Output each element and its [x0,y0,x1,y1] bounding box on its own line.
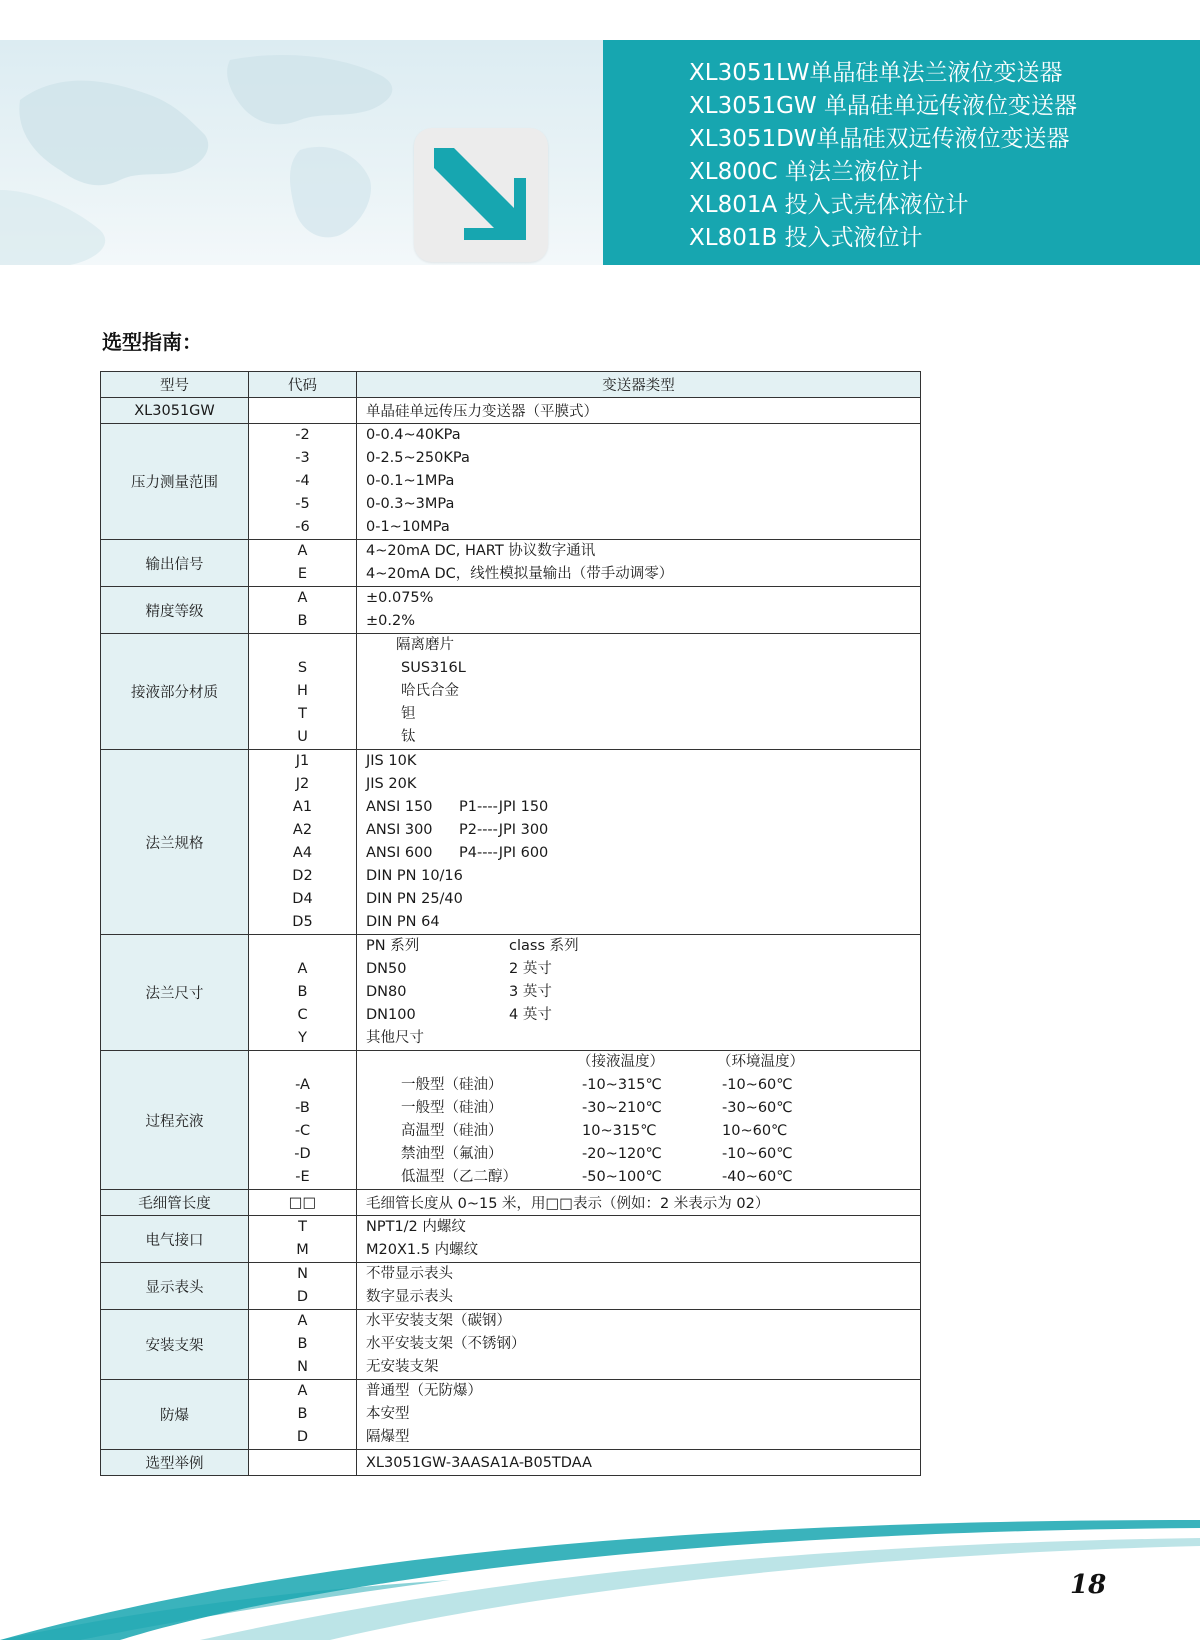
value-line [366,796,920,819]
row-codes [249,540,357,587]
value-cell: 水平安装支架（碳钢） [366,1313,511,1329]
value-cell: JIS 20K [366,776,417,792]
pn-cell: DN80 [366,984,407,1000]
value-cell: M20X1.5 内螺纹 [366,1242,479,1258]
model-item: XL801B 投入式液位计 [689,225,923,251]
row-label: XL3051GW [101,398,249,424]
class-cell: 3 英寸 [509,984,552,1000]
fill-type: 高温型（硅油） [401,1123,503,1139]
model-list [689,57,1077,255]
value-cell: ANSI 150 [366,799,433,815]
model-item: XL3051LW单晶硅单法兰液位变送器 [689,60,1063,86]
row-desc: XL3051GW-3AASA1A-B05TDAA [357,1450,921,1476]
value-heading: 隔离磨片 [396,637,454,653]
footer-swoosh-graphic [0,1490,1200,1640]
code-cell: Y [298,1030,307,1046]
row-label: 压力测量范围 [101,424,249,540]
env-temp: -30~60℃ [722,1100,793,1116]
value-cell: NPT1/2 内螺纹 [366,1219,466,1235]
alt-value-cell: P2----JPI 300 [459,822,549,838]
code-cell: J2 [295,776,310,792]
table-row-capillary [101,1190,921,1216]
value-line [366,1120,920,1143]
value-cell: 钽 [401,706,416,722]
value-cell: DIN PN 25/40 [366,891,463,907]
class-cell: 4 英寸 [509,1007,552,1023]
banner-world-map [0,40,603,265]
code-cell: A [297,543,308,559]
table-row-output [101,540,921,587]
value-line [366,1166,920,1189]
code-cell: B [297,1406,308,1422]
row-label: 安装支架 [101,1310,249,1380]
table-row-display [101,1263,921,1310]
value-line [366,842,920,865]
header-type: 变送器类型 [357,372,921,398]
alt-value-cell: P1----JPI 150 [459,799,549,815]
fill-type: 一般型（硅油） [401,1077,503,1093]
page-number: 18 [1070,1570,1107,1600]
row-values [357,1310,921,1380]
code-cell: A [297,961,308,977]
code-cell: U [297,729,308,745]
code-cell: E [297,566,308,582]
value-cell: SUS316L [401,660,466,676]
table-header-row [101,372,921,398]
row-values [357,424,921,540]
code-cell: M [296,1242,309,1258]
code-cell: H [297,683,308,699]
row-values [357,634,921,750]
liquid-temp: -10~315℃ [582,1077,662,1093]
pn-cell: DN50 [366,961,407,977]
value-cell: 普通型（无防爆） [366,1383,482,1399]
row-label: 防爆 [101,1380,249,1450]
arrow-down-right-icon [414,128,548,262]
row-codes [249,634,357,750]
value-cell: ANSI 600 [366,845,433,861]
row-code [249,398,357,424]
code-cell: T [298,1219,307,1235]
code-cell: T [298,706,307,722]
row-codes [249,1310,357,1380]
code-cell: D2 [292,868,313,884]
code-cell: -4 [295,473,310,489]
row-values [357,1380,921,1450]
code-cell: B [297,984,308,1000]
row-label: 毛细管长度 [101,1190,249,1216]
code-cell: A [297,1313,308,1329]
table-row-fill [101,1051,921,1190]
code-cell: -A [295,1077,310,1093]
table-row-range [101,424,921,540]
value-heading: PN 系列 class 系列 [366,938,579,954]
class-cell: 2 英寸 [509,961,552,977]
env-temp: 10~60℃ [722,1123,788,1139]
value-cell: 0-2.5~250KPa [366,450,470,466]
value-cell: 0-0.4~40KPa [366,427,461,443]
model-item: XL801A 投入式壳体液位计 [689,192,969,218]
header-model: 型号 [101,372,249,398]
row-code: □□ [249,1190,357,1216]
code-cell: D [296,1429,309,1445]
code-cell: N [297,1266,308,1282]
row-values [357,1051,921,1190]
value-heading: （接液温度） （环境温度） [577,1054,804,1070]
code-cell: D [296,1289,309,1305]
row-label: 显示表头 [101,1263,249,1310]
logo-tile [414,128,548,262]
table-row-example [101,1450,921,1476]
code-cell: A1 [292,799,313,815]
row-desc: 单晶硅单远传压力变送器（平膜式） [357,398,921,424]
value-line [366,958,920,981]
code-cell: -6 [295,519,310,535]
code-cell: -B [295,1100,310,1116]
row-values [357,1263,921,1310]
row-label: 选型举例 [101,1450,249,1476]
value-line [366,1074,920,1097]
code-cell: B [297,1336,308,1352]
value-line [366,819,920,842]
value-cell: 钛 [401,729,416,745]
code-cell: J1 [295,753,310,769]
code-cell: -5 [295,496,310,512]
code-cell: A [297,590,308,606]
fill-type: 低温型（乙二醇） [401,1169,517,1185]
liquid-temp: 10~315℃ [582,1123,657,1139]
table-row-electrical [101,1216,921,1263]
value-cell: 0-0.3~3MPa [366,496,455,512]
row-code [249,1450,357,1476]
row-label: 接液部分材质 [101,634,249,750]
row-desc: 毛细管长度从 0~15 米，用□□表示（例如：2 米表示为 02） [357,1190,921,1216]
row-label: 法兰尺寸 [101,935,249,1051]
fill-type: 禁油型（氟油） [401,1146,503,1162]
model-item: XL3051DW单晶硅双远传液位变送器 [689,126,1070,152]
liquid-temp: -30~210℃ [582,1100,662,1116]
code-cell: C [297,1007,308,1023]
row-values [357,1216,921,1263]
code-cell: -E [295,1169,310,1185]
code-cell: S [297,660,308,676]
table-row-flange-size [101,935,921,1051]
value-cell: ANSI 300 [366,822,433,838]
code-cell: B [297,613,308,629]
value-cell: ±0.075% [366,590,434,606]
table-row-accuracy [101,587,921,634]
header-code: 代码 [249,372,357,398]
code-cell: N [297,1359,308,1375]
value-cell: 隔爆型 [366,1429,410,1445]
value-cell: 不带显示表头 [366,1266,453,1282]
value-cell: 4~20mA DC，线性模拟量输出（带手动调零） [366,566,674,582]
model-item: XL3051GW 单晶硅单远传液位变送器 [689,93,1077,119]
env-temp: -10~60℃ [722,1077,793,1093]
code-cell: -3 [295,450,310,466]
row-values [357,540,921,587]
row-codes [249,1263,357,1310]
value-cell: DIN PN 64 [366,914,440,930]
row-values [357,587,921,634]
pn-cell: 其他尺寸 [366,1030,424,1046]
value-cell: 0-0.1~1MPa [366,473,455,489]
row-codes [249,424,357,540]
env-temp: -10~60℃ [722,1146,793,1162]
value-cell: 水平安装支架（不锈钢） [366,1336,526,1352]
table-row-model [101,398,921,424]
code-cell: -D [294,1146,311,1162]
row-label: 电气接口 [101,1216,249,1263]
fill-type: 一般型（硅油） [401,1100,503,1116]
table-row-explosion [101,1380,921,1450]
code-cell: A2 [292,822,313,838]
code-cell: A [297,1383,308,1399]
row-label: 过程充液 [101,1051,249,1190]
value-line [366,1004,920,1027]
selection-guide-table [100,371,921,1476]
model-item: XL800C 单法兰液位计 [689,159,923,185]
value-line [366,1027,920,1050]
row-codes [249,935,357,1051]
value-line [366,1097,920,1120]
value-cell: 哈氏合金 [401,683,459,699]
alt-value-cell: P4----JPI 600 [459,845,549,861]
table-row-bracket [101,1310,921,1380]
value-cell: ±0.2% [366,613,415,629]
liquid-temp: -20~120℃ [582,1146,662,1162]
row-codes [249,1380,357,1450]
code-cell: A4 [292,845,313,861]
banner-model-panel [603,40,1200,265]
value-cell: DIN PN 10/16 [366,868,463,884]
value-cell: 0-1~10MPa [366,519,450,535]
code-cell: D4 [292,891,313,907]
value-cell: 数字显示表头 [366,1289,453,1305]
env-temp: -40~60℃ [722,1169,793,1185]
row-values [357,750,921,935]
row-codes [249,750,357,935]
row-codes [249,1051,357,1190]
value-cell: JIS 10K [366,753,417,769]
code-cell: -2 [295,427,310,443]
value-cell: 4~20mA DC, HART 协议数字通讯 [366,543,596,559]
row-codes [249,587,357,634]
row-values [357,935,921,1051]
code-cell: D5 [292,914,313,930]
row-codes [249,1216,357,1263]
liquid-temp: -50~100℃ [582,1169,662,1185]
code-cell: -C [294,1123,311,1139]
value-cell: 本安型 [366,1406,410,1422]
value-line [366,1143,920,1166]
row-label: 输出信号 [101,540,249,587]
section-title: 选型指南： [102,330,202,354]
table-row-material [101,634,921,750]
pn-cell: DN100 [366,1007,416,1023]
row-label: 精度等级 [101,587,249,634]
table-row-flange-spec [101,750,921,935]
value-line [366,981,920,1004]
value-cell: 无安装支架 [366,1359,439,1375]
row-label: 法兰规格 [101,750,249,935]
